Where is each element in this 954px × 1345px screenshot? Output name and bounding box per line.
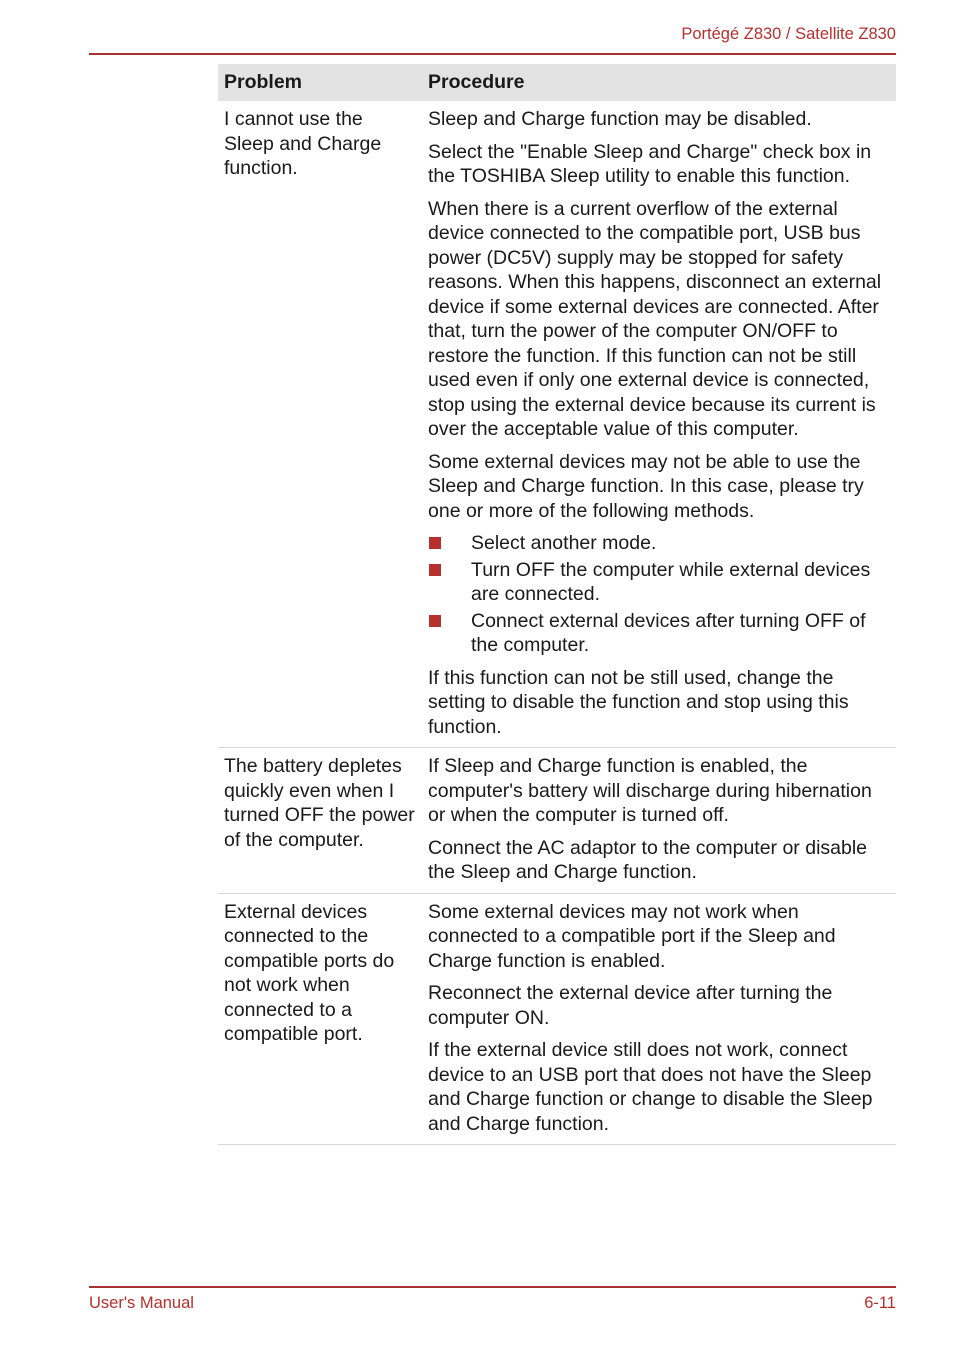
column-header-problem: Problem [218, 64, 422, 101]
list-item [428, 558, 890, 607]
procedure-paragraph: If Sleep and Charge function is enabled, the computer's battery will discharge during hibernation or when the computer is turned off. [428, 755, 872, 826]
procedure-cell [422, 748, 896, 894]
header-rule [89, 53, 896, 55]
square-bullet-icon [429, 564, 441, 576]
procedure-paragraph: When there is a current overflow of the external device connected to the compatible port, USB bus power (DC5V) supply may be stopped for safety reasons. When this happens, disconnect an external device if some external devices are connected. After that, turn the power of the computer ON/OFF to restore the function. If this function can not be still used even if only one external device is connected, stop using the external device because its current is over the acceptable value of this computer. [428, 197, 882, 440]
procedure-paragraph: If this function can not be still used, change the setting to disable the function and stop using this function. [428, 666, 849, 738]
problem-cell: External devices connected to the compatible ports do not work when connected to a compatible port. [218, 893, 422, 1145]
list-item-text: Connect external devices after turning OFF of the computer. [471, 609, 866, 656]
page-number: 6-11 [864, 1294, 896, 1312]
running-header-title: Portégé Z830 / Satellite Z830 [681, 25, 896, 43]
table-row [218, 748, 896, 894]
list-item-text: Select another mode. [471, 532, 657, 554]
list-item [428, 531, 890, 556]
procedure-paragraph: If the external device still does not work, connect device to an USB port that does not have the Sleep and Charge function or change to disable the Sleep and Charge function. [428, 1039, 873, 1135]
procedure-cell [422, 101, 896, 748]
procedure-paragraph: Sleep and Charge function may be disabled. [428, 108, 812, 130]
procedure-paragraph: Some external devices may not be able to use the Sleep and Charge function. In this case, please try one or more of the following methods. [428, 450, 864, 522]
square-bullet-icon [429, 615, 441, 627]
method-list [428, 531, 890, 658]
square-bullet-icon [429, 537, 441, 549]
list-item [428, 609, 890, 658]
problem-cell: The battery depletes quickly even when I turned OFF the power of the computer. [218, 748, 422, 894]
footer-rule [89, 1286, 896, 1288]
list-item-text: Turn OFF the computer while external devices are connected. [471, 558, 871, 605]
procedure-cell [422, 893, 896, 1145]
troubleshooting-table [218, 64, 896, 1145]
table-row [218, 893, 896, 1145]
procedure-paragraph: Select the "Enable Sleep and Charge" check box in the TOSHIBA Sleep utility to enable this function. [428, 140, 872, 187]
procedure-paragraph: Reconnect the external device after turning the computer ON. [428, 982, 833, 1029]
procedure-paragraph: Connect the AC adaptor to the computer or disable the Sleep and Charge function. [428, 836, 868, 883]
column-header-procedure: Procedure [422, 64, 896, 101]
table-header-row [218, 64, 896, 101]
table-row [218, 101, 896, 748]
problem-cell: I cannot use the Sleep and Charge function. [218, 101, 422, 748]
procedure-paragraph: Some external devices may not work when connected to a compatible port if the Sleep and Charge function is enabled. [428, 900, 836, 972]
footer-manual-title: User's Manual [89, 1294, 194, 1312]
